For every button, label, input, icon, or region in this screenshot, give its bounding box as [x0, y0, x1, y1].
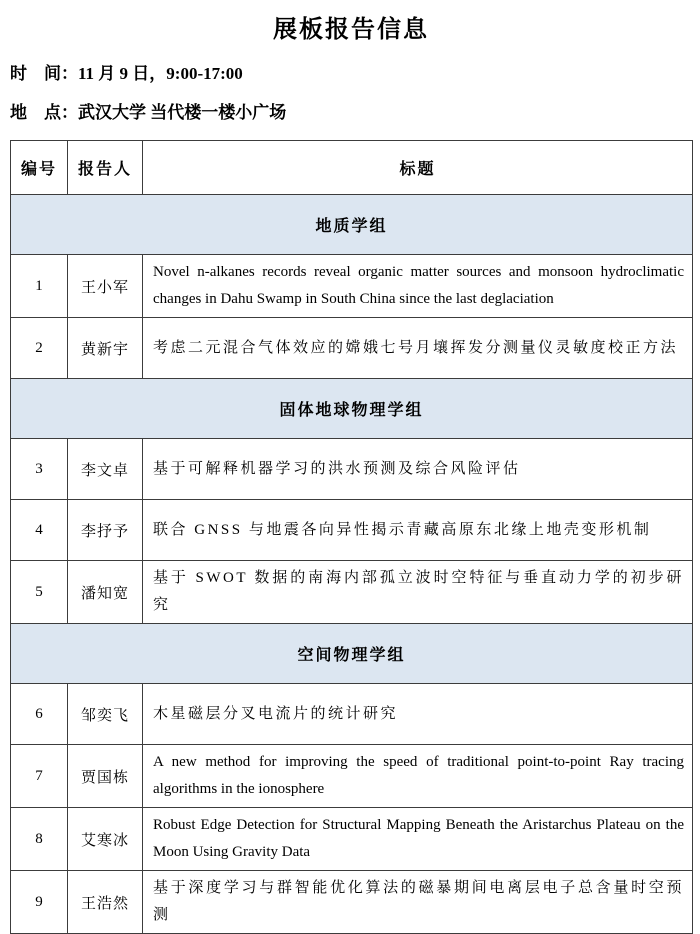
header-row: [11, 141, 693, 195]
cell-no: 4: [11, 500, 68, 561]
cell-speaker: 潘知宽: [68, 561, 143, 624]
cell-title: Novel n-alkanes records reveal organic matter sources and monsoon hydroclimatic changes in Dahu Swamp in South China since the last deglaciation: [143, 255, 693, 318]
group-header-row: [11, 379, 693, 439]
group-header-label: 空间物理学组: [11, 624, 693, 684]
column-header-speaker: 报告人: [68, 141, 143, 195]
cell-title: 联合 GNSS 与地震各向异性揭示青藏高原东北缘上地壳变形机制: [143, 500, 693, 561]
cell-no: 5: [11, 561, 68, 624]
cell-title: 基于 SWOT 数据的南海内部孤立波时空特征与垂直动力学的初步研究: [143, 561, 693, 624]
column-header-no: 编号: [11, 141, 68, 195]
table-row: [11, 561, 693, 624]
group-header-label: 地质学组: [11, 195, 693, 255]
table-header: [11, 141, 693, 195]
column-header-title: 标题: [143, 141, 693, 195]
table-row: [11, 255, 693, 318]
time-line: [10, 63, 692, 85]
table-row: [11, 318, 693, 379]
table-row: [11, 439, 693, 500]
schedule-table: [10, 140, 693, 934]
group-header-row: [11, 624, 693, 684]
cell-speaker: 艾寒冰: [68, 808, 143, 871]
time-value: 11 月 9 日，9:00-17:00: [78, 64, 243, 83]
cell-no: 6: [11, 684, 68, 745]
cell-no: 1: [11, 255, 68, 318]
table-row: [11, 808, 693, 871]
table-row: [11, 871, 693, 934]
cell-speaker: 王浩然: [68, 871, 143, 934]
cell-speaker: 王小军: [68, 255, 143, 318]
group-header-row: [11, 195, 693, 255]
table-row: [11, 500, 693, 561]
table-row: [11, 745, 693, 808]
cell-title: 基于可解释机器学习的洪水预测及综合风险评估: [143, 439, 693, 500]
cell-speaker: 黄新宇: [68, 318, 143, 379]
table-body: [11, 195, 693, 934]
cell-no: 3: [11, 439, 68, 500]
cell-title: 考虑二元混合气体效应的嫦娥七号月壤挥发分测量仪灵敏度校正方法: [143, 318, 693, 379]
venue-line: [10, 102, 692, 124]
venue-label: 地 点：: [10, 103, 78, 122]
cell-title: Robust Edge Detection for Structural Mapping Beneath the Aristarchus Plateau on the Moon Using Gravity Data: [143, 808, 693, 871]
cell-no: 2: [11, 318, 68, 379]
table-row: [11, 684, 693, 745]
cell-speaker: 李抒予: [68, 500, 143, 561]
time-label: 时 间：: [10, 64, 78, 83]
cell-speaker: 邹奕飞: [68, 684, 143, 745]
group-header-label: 固体地球物理学组: [11, 379, 693, 439]
page-title: 展板报告信息: [273, 17, 429, 43]
venue-value: 武汉大学 当代楼一楼小广场: [78, 103, 287, 122]
cell-title: A new method for improving the speed of traditional point-to-point Ray tracing algorithms in the ionosphere: [143, 745, 693, 808]
cell-speaker: 李文卓: [68, 439, 143, 500]
cell-title: 基于深度学习与群智能优化算法的磁暴期间电离层电子总含量时空预测: [143, 871, 693, 934]
cell-speaker: 贾国栋: [68, 745, 143, 808]
cell-no: 8: [11, 808, 68, 871]
cell-no: 9: [11, 871, 68, 934]
cell-title: 木星磁层分叉电流片的统计研究: [143, 684, 693, 745]
cell-no: 7: [11, 745, 68, 808]
